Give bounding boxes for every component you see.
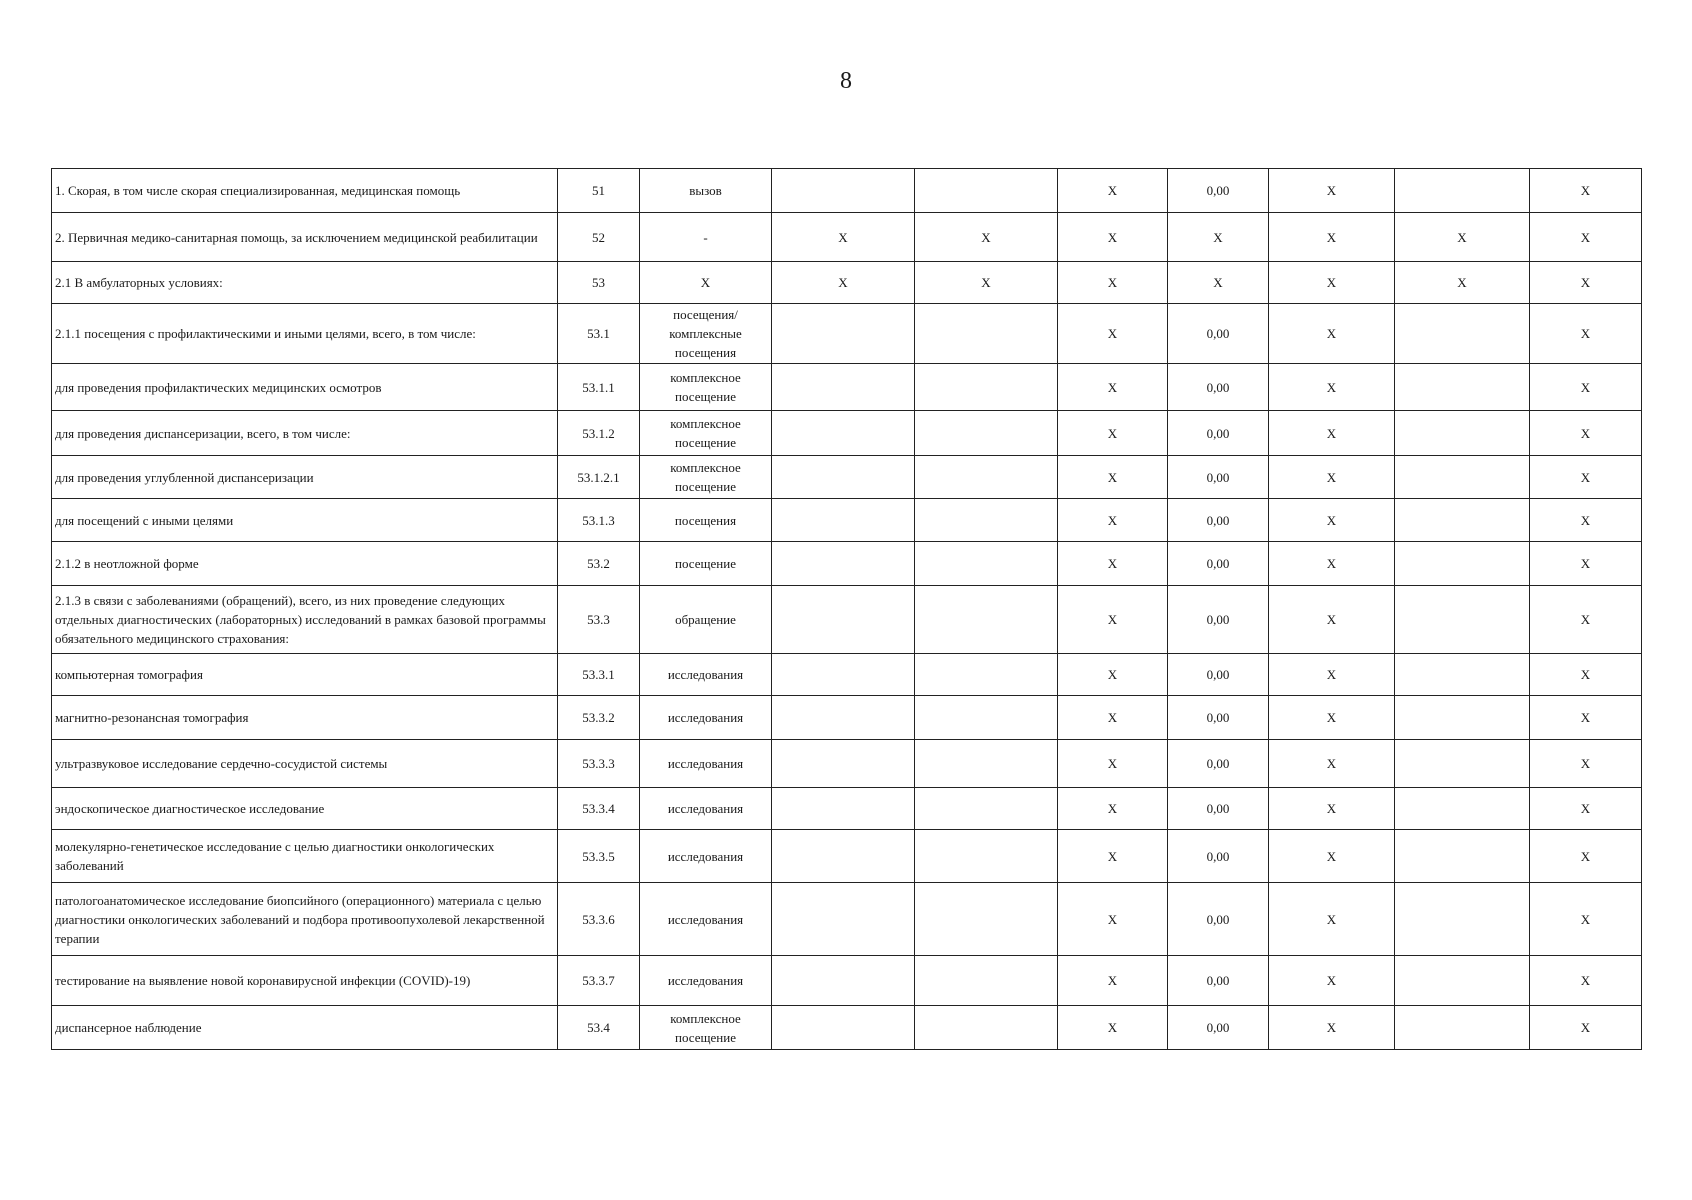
row-col-6: Х <box>1058 213 1168 262</box>
row-col-5 <box>915 499 1058 542</box>
row-col-6: Х <box>1058 1006 1168 1050</box>
row-code: 53 <box>558 262 640 304</box>
row-col-7: 0,00 <box>1168 696 1269 740</box>
row-col-9: Х <box>1395 262 1530 304</box>
row-col-4 <box>772 654 915 696</box>
row-col-8: Х <box>1269 586 1395 654</box>
row-col-8: Х <box>1269 830 1395 883</box>
row-col-5 <box>915 542 1058 586</box>
row-name: 2.1.3 в связи с заболеваниями (обращений), всего, из них проведение следующих отдельных диагностических (лабораторных) исследований в рамках базовой программы обязательного медицинского страхования: <box>52 586 558 654</box>
row-col-8: Х <box>1269 304 1395 364</box>
table-row <box>52 1006 1642 1050</box>
row-code: 53.3.7 <box>558 956 640 1006</box>
row-col-4 <box>772 788 915 830</box>
row-col-4: Х <box>772 213 915 262</box>
row-unit: посещения/комплексные посещения <box>640 304 772 364</box>
row-col-4 <box>772 696 915 740</box>
row-col-10: Х <box>1530 499 1642 542</box>
row-code: 53.2 <box>558 542 640 586</box>
row-col-10: Х <box>1530 586 1642 654</box>
row-code: 53.1.2 <box>558 411 640 456</box>
row-col-8: Х <box>1269 262 1395 304</box>
row-col-6: Х <box>1058 740 1168 788</box>
row-col-5 <box>915 788 1058 830</box>
row-col-4: Х <box>772 262 915 304</box>
row-col-5 <box>915 654 1058 696</box>
table-row <box>52 696 1642 740</box>
row-code: 53.1.1 <box>558 364 640 411</box>
row-name: для проведения профилактических медицинских осмотров <box>52 364 558 411</box>
row-unit: вызов <box>640 169 772 213</box>
row-col-7: 0,00 <box>1168 830 1269 883</box>
row-col-10: Х <box>1530 213 1642 262</box>
row-col-5: Х <box>915 262 1058 304</box>
row-unit: посещения <box>640 499 772 542</box>
row-col-8: Х <box>1269 1006 1395 1050</box>
row-col-9: Х <box>1395 213 1530 262</box>
table-row <box>52 213 1642 262</box>
row-unit: комплексное посещение <box>640 1006 772 1050</box>
row-col-4 <box>772 411 915 456</box>
row-unit: исследования <box>640 956 772 1006</box>
row-code: 53.3.4 <box>558 788 640 830</box>
table-row <box>52 411 1642 456</box>
row-col-8: Х <box>1269 213 1395 262</box>
row-col-4 <box>772 956 915 1006</box>
row-col-8: Х <box>1269 883 1395 956</box>
row-col-6: Х <box>1058 654 1168 696</box>
row-col-8: Х <box>1269 788 1395 830</box>
row-col-9 <box>1395 364 1530 411</box>
row-unit: - <box>640 213 772 262</box>
row-name: ультразвуковое исследование сердечно-сосудистой системы <box>52 740 558 788</box>
row-unit: исследования <box>640 654 772 696</box>
row-name: компьютерная томография <box>52 654 558 696</box>
row-name: для проведения углубленной диспансеризации <box>52 456 558 499</box>
data-table <box>51 168 1642 1050</box>
row-col-7: 0,00 <box>1168 586 1269 654</box>
row-col-6: Х <box>1058 883 1168 956</box>
table-row <box>52 586 1642 654</box>
row-col-4 <box>772 586 915 654</box>
row-col-9 <box>1395 1006 1530 1050</box>
row-col-6: Х <box>1058 542 1168 586</box>
row-col-8: Х <box>1269 411 1395 456</box>
row-unit: исследования <box>640 883 772 956</box>
table-row <box>52 304 1642 364</box>
row-col-9 <box>1395 830 1530 883</box>
row-unit: исследования <box>640 788 772 830</box>
row-col-7: 0,00 <box>1168 740 1269 788</box>
row-col-5 <box>915 304 1058 364</box>
row-col-10: Х <box>1530 696 1642 740</box>
row-col-7: 0,00 <box>1168 364 1269 411</box>
row-col-10: Х <box>1530 456 1642 499</box>
row-code: 53.4 <box>558 1006 640 1050</box>
row-col-5 <box>915 883 1058 956</box>
row-col-9 <box>1395 956 1530 1006</box>
row-code: 53.3 <box>558 586 640 654</box>
row-col-6: Х <box>1058 169 1168 213</box>
row-col-6: Х <box>1058 696 1168 740</box>
row-name: молекулярно-генетическое исследование с целью диагностики онкологических заболеваний <box>52 830 558 883</box>
row-col-6: Х <box>1058 456 1168 499</box>
row-unit: комплексное посещение <box>640 411 772 456</box>
row-col-5 <box>915 696 1058 740</box>
row-col-10: Х <box>1530 956 1642 1006</box>
row-col-10: Х <box>1530 788 1642 830</box>
row-col-9 <box>1395 883 1530 956</box>
row-name: 2.1 В амбулаторных условиях: <box>52 262 558 304</box>
row-col-7: 0,00 <box>1168 169 1269 213</box>
row-col-4 <box>772 740 915 788</box>
row-code: 53.3.2 <box>558 696 640 740</box>
row-col-7: 0,00 <box>1168 788 1269 830</box>
row-col-7: 0,00 <box>1168 304 1269 364</box>
row-col-4 <box>772 542 915 586</box>
row-col-5 <box>915 1006 1058 1050</box>
table-row <box>52 169 1642 213</box>
row-name: эндоскопическое диагностическое исследование <box>52 788 558 830</box>
row-col-7: Х <box>1168 213 1269 262</box>
row-code: 53.3.6 <box>558 883 640 956</box>
table-body <box>52 169 1642 1050</box>
row-col-9 <box>1395 586 1530 654</box>
row-col-6: Х <box>1058 364 1168 411</box>
row-unit: исследования <box>640 696 772 740</box>
row-unit: Х <box>640 262 772 304</box>
row-unit: посещение <box>640 542 772 586</box>
row-col-5 <box>915 740 1058 788</box>
row-col-7: 0,00 <box>1168 542 1269 586</box>
row-col-4 <box>772 883 915 956</box>
row-code: 53.3.3 <box>558 740 640 788</box>
row-code: 53.1 <box>558 304 640 364</box>
row-code: 53.1.3 <box>558 499 640 542</box>
row-unit: исследования <box>640 740 772 788</box>
row-col-7: 0,00 <box>1168 1006 1269 1050</box>
row-col-10: Х <box>1530 1006 1642 1050</box>
table-row <box>52 654 1642 696</box>
row-col-9 <box>1395 654 1530 696</box>
row-name: диспансерное наблюдение <box>52 1006 558 1050</box>
table-row <box>52 456 1642 499</box>
table-row <box>52 830 1642 883</box>
row-col-10: Х <box>1530 304 1642 364</box>
row-code: 52 <box>558 213 640 262</box>
row-col-7: 0,00 <box>1168 499 1269 542</box>
table-row <box>52 542 1642 586</box>
row-col-10: Х <box>1530 542 1642 586</box>
row-name: тестирование на выявление новой коронавирусной инфекции (COVID)-19) <box>52 956 558 1006</box>
row-col-4 <box>772 830 915 883</box>
row-col-5 <box>915 169 1058 213</box>
row-col-4 <box>772 304 915 364</box>
row-col-4 <box>772 364 915 411</box>
row-col-6: Х <box>1058 304 1168 364</box>
row-col-8: Х <box>1269 654 1395 696</box>
row-col-5 <box>915 956 1058 1006</box>
row-col-7: 0,00 <box>1168 654 1269 696</box>
row-col-7: Х <box>1168 262 1269 304</box>
row-col-8: Х <box>1269 740 1395 788</box>
row-col-6: Х <box>1058 586 1168 654</box>
row-col-6: Х <box>1058 830 1168 883</box>
row-col-5 <box>915 364 1058 411</box>
row-col-9 <box>1395 788 1530 830</box>
row-col-9 <box>1395 542 1530 586</box>
row-col-7: 0,00 <box>1168 411 1269 456</box>
row-name: для посещений с иными целями <box>52 499 558 542</box>
row-code: 53.3.1 <box>558 654 640 696</box>
row-col-4 <box>772 456 915 499</box>
row-col-4 <box>772 499 915 542</box>
row-col-9 <box>1395 169 1530 213</box>
row-name: 2. Первичная медико-санитарная помощь, за исключением медицинской реабилитации <box>52 213 558 262</box>
row-col-8: Х <box>1269 499 1395 542</box>
row-col-8: Х <box>1269 364 1395 411</box>
row-col-6: Х <box>1058 411 1168 456</box>
table-row <box>52 956 1642 1006</box>
row-name: патологоанатомическое исследование биопсийного (операционного) материала с целью диагностики онкологических заболеваний и подбора противоопухолевой лекарственной терапии <box>52 883 558 956</box>
row-col-5 <box>915 456 1058 499</box>
row-name: 2.1.1 посещения с профилактическими и иными целями, всего, в том числе: <box>52 304 558 364</box>
row-col-9 <box>1395 304 1530 364</box>
row-col-7: 0,00 <box>1168 956 1269 1006</box>
row-col-5 <box>915 411 1058 456</box>
row-code: 53.1.2.1 <box>558 456 640 499</box>
row-col-10: Х <box>1530 262 1642 304</box>
row-col-6: Х <box>1058 956 1168 1006</box>
row-unit: комплексное посещение <box>640 364 772 411</box>
row-col-7: 0,00 <box>1168 456 1269 499</box>
row-col-8: Х <box>1269 169 1395 213</box>
row-col-10: Х <box>1530 364 1642 411</box>
row-name: 1. Скорая, в том числе скорая специализированная, медицинская помощь <box>52 169 558 213</box>
row-col-5: Х <box>915 213 1058 262</box>
table-row <box>52 883 1642 956</box>
row-col-9 <box>1395 696 1530 740</box>
row-col-5 <box>915 830 1058 883</box>
row-col-10: Х <box>1530 654 1642 696</box>
row-col-9 <box>1395 740 1530 788</box>
row-col-4 <box>772 169 915 213</box>
row-col-6: Х <box>1058 262 1168 304</box>
table-row <box>52 262 1642 304</box>
row-col-8: Х <box>1269 956 1395 1006</box>
row-col-7: 0,00 <box>1168 883 1269 956</box>
row-col-8: Х <box>1269 542 1395 586</box>
row-unit: обращение <box>640 586 772 654</box>
row-col-4 <box>772 1006 915 1050</box>
row-col-5 <box>915 586 1058 654</box>
row-col-6: Х <box>1058 788 1168 830</box>
row-col-8: Х <box>1269 456 1395 499</box>
row-name: для проведения диспансеризации, всего, в том числе: <box>52 411 558 456</box>
table-row <box>52 364 1642 411</box>
table-row <box>52 740 1642 788</box>
row-name: 2.1.2 в неотложной форме <box>52 542 558 586</box>
row-col-10: Х <box>1530 830 1642 883</box>
row-col-9 <box>1395 499 1530 542</box>
row-col-10: Х <box>1530 740 1642 788</box>
row-col-10: Х <box>1530 169 1642 213</box>
row-col-9 <box>1395 411 1530 456</box>
row-col-10: Х <box>1530 411 1642 456</box>
table-row <box>52 499 1642 542</box>
row-col-10: Х <box>1530 883 1642 956</box>
row-unit: исследования <box>640 830 772 883</box>
row-code: 51 <box>558 169 640 213</box>
row-unit: комплексное посещение <box>640 456 772 499</box>
row-name: магнитно-резонансная томография <box>52 696 558 740</box>
row-col-8: Х <box>1269 696 1395 740</box>
page-number: 8 <box>840 68 852 94</box>
row-col-6: Х <box>1058 499 1168 542</box>
row-code: 53.3.5 <box>558 830 640 883</box>
row-col-9 <box>1395 456 1530 499</box>
table-row <box>52 788 1642 830</box>
